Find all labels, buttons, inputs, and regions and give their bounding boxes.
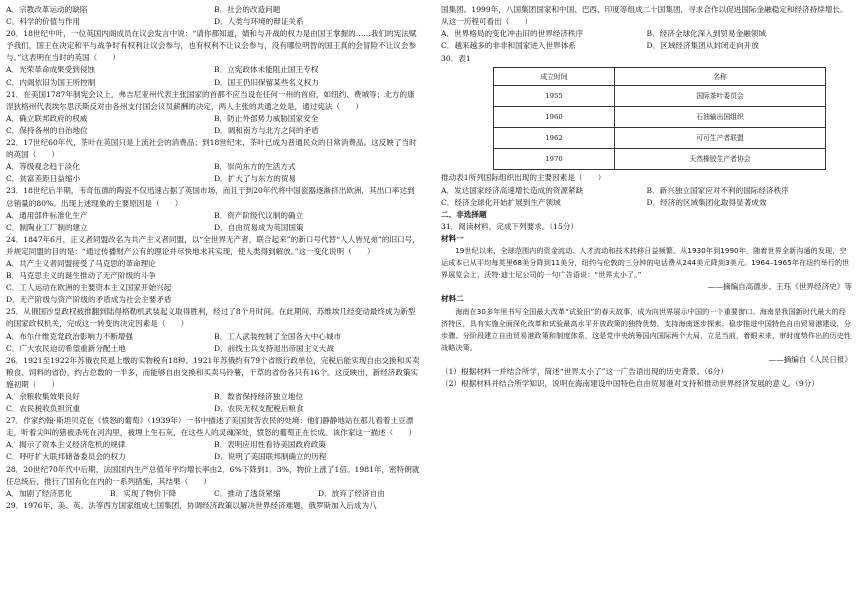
q20-option-c: C．内阁依旧为国王所控制 bbox=[6, 77, 96, 87]
q23-stem: 23．18世纪后半期，韦奇伍德的陶瓷不仅迅速占据了英国市场，而且于到20年代将中国瓷器逐渐挤出欧洲，其出口率达到总销量的80%。出现上述现象的主要原因是（ ） bbox=[6, 186, 415, 208]
q28-options bbox=[6, 488, 422, 500]
q27-option-d: D．说明了美国联邦制确立的历程 bbox=[214, 452, 327, 462]
table-cell-name: 石油输出国组织 bbox=[615, 107, 826, 128]
q28-stem: 28．20世纪70年代中后期，法国国内生产总值年平均增长率由2．6%下降到1．3%，物价上涨了1倍。1981年，密特朗就任总统后，推行了国有化在内的一系列措施，其结果（ ） bbox=[6, 464, 420, 486]
q29-stem: 29．1976年，美、英、法等西方国家组成七国集团，协调经济政策以解决世界经济难题，俄罗斯加入后成为八 bbox=[6, 500, 377, 510]
q24-options bbox=[6, 258, 422, 306]
right-column bbox=[441, 4, 852, 390]
q26-stem: 26．1921至1922年苏俄农民退上缴的实物税有18种。1921年苏俄约有79个省级行政单位，完税后能实现自由交换和买卖粮食、饲料的省份，约占总数的一半多，而能够自由交换和买卖马铃薯，干草的省份各只有16个。这反映出，新经济政策实施初期（ ） bbox=[6, 355, 420, 389]
q23-option-d: D．自由贸易成为英国国策 bbox=[214, 222, 304, 232]
q30-options bbox=[441, 185, 852, 209]
q25-stem: 25．从俄国沙皇政权被推翻到陆得格勒机武装起义取得胜利，经过了8个月时间。在此期间，苏维埃几经变动最终成为新型的国家政权机关，完成这一转变的决定因素是（ ） bbox=[6, 307, 416, 329]
q29-option-c: C．越来越多的非非和国家进入世界体系 bbox=[441, 41, 576, 51]
q27-option-b: B．表明应用性看待美国政府政策 bbox=[214, 440, 326, 450]
q29-option-a: A．世界格局的变化冲击旧的世界经济秩序 bbox=[441, 29, 584, 39]
q22-option-b: B．崇尚东方的生活方式 bbox=[214, 162, 296, 172]
table-header-name: 名称 bbox=[615, 68, 826, 86]
q24-option-d: D．无产阶级与资产阶级的矛盾成为社会主要矛盾 bbox=[6, 295, 172, 305]
material2-title: 材料二 bbox=[441, 294, 464, 304]
q22-option-d: D．扩大了与东方的贸易 bbox=[214, 174, 297, 184]
q29-stem-continued: 国集团。1999年，八国集团国家和中国、巴西、印度等组成二十国集团，寻求合作以促进国际金融稳定和经济持续增长。从这一历程可看出（ ） bbox=[441, 5, 848, 27]
table-cell-year: 1960 bbox=[494, 107, 615, 128]
q23-option-c: C．制陶业工厂制的建立 bbox=[6, 222, 88, 232]
table-row bbox=[494, 86, 826, 107]
table-row bbox=[494, 107, 826, 128]
q22-stem: 22．17世纪60年代，茶叶在英国只是上流社会的消费品；到18世纪末，茶叶已成为普通民众的日常消费品。这反映了当时的英国（ ） bbox=[6, 138, 417, 160]
q22-options bbox=[6, 161, 422, 185]
q30-option-d: D．经济的区域集团化取得显著成效 bbox=[646, 197, 767, 207]
q24-option-b: B．马克思主义的诞生推动了无产阶级的斗争 bbox=[6, 271, 156, 281]
requirement-2: （2）根据材料并结合所学知识，说明在海南建设中国特色自由贸易港对支持和推动世界经济发展的意义。（9分） bbox=[441, 379, 819, 389]
q26-option-b: B．数省保持经济独立地位 bbox=[214, 392, 304, 401]
q20-options bbox=[6, 64, 422, 88]
q26-option-a: A．余粮收集效果良好 bbox=[6, 392, 80, 401]
table-cell-name: 国际茶叶委员会 bbox=[615, 86, 826, 107]
q25-option-c: C．广大农民迫切希望重新分配土地 bbox=[6, 343, 126, 353]
material1-title: 材料一 bbox=[441, 233, 464, 243]
q30-option-b: B．新兴独立国家应对不利的国际经济秩序 bbox=[646, 185, 789, 195]
q30-table-caption: 30．表1 bbox=[441, 54, 471, 64]
material2-source: ——摘编自《人民日报》 bbox=[768, 354, 852, 364]
table-cell-year: 1955 bbox=[494, 86, 615, 107]
q27-options bbox=[6, 439, 422, 463]
q21-stem: 21．在美国1787年制宪会议上，弗吉尼亚州代表主张国家的首都不应当设在任何一州的首府，如纽约、费城等；北方的康涅狄格州代表埃尔思沃斯反对由各州支付国会议员薪酬的决定，两人主张的共通之处是，通过宪法（ ） bbox=[6, 89, 415, 111]
q23-option-b: B．资产阶级代议制的确立 bbox=[214, 210, 304, 220]
q21-option-a: A．确立联邦政府的权威 bbox=[6, 113, 88, 123]
q28-option-c: C．推动了透货紧缩 bbox=[214, 488, 281, 498]
q30-stem: 推动表1所列国际组织出现的主要因素是（ ） bbox=[441, 173, 606, 183]
table-cell-name: 天然橡胶生产者协会 bbox=[615, 149, 826, 170]
material1-source: ——摘编自高德步、王珏《世界经济史》等 bbox=[707, 282, 852, 292]
q19-option-d: D．人类与环境的辩证关系 bbox=[214, 17, 304, 27]
q19-option-a: A．宗教改革运动的缺陷 bbox=[6, 5, 88, 14]
q26-option-d: D．农民无权支配税后粮食 bbox=[214, 404, 304, 414]
q25-option-a: A．布尔什维克党政治影响力不断增强 bbox=[6, 331, 133, 341]
material1-text: 19世纪以来，全球范围内的资金流动、人才流动和技术转移日益频繁。从1930年到1990年，随着世界全新沟通的发现，空运成本已从平均每英里68美分降到11美分，纽约与伦敦的三分钟的电话费从244美元降到3美元。1964–1965年在纽约举行的世界展览会上，沃特·迪士尼公司的一句广告语说：“世界太小了。” bbox=[441, 246, 850, 280]
q28-option-d: D．放弃了经济自由 bbox=[318, 488, 385, 498]
q20-option-b: B．立宪政体未能阻止国王专权 bbox=[214, 65, 319, 75]
q23-options bbox=[6, 210, 422, 234]
q28-option-b: B．实现了物价下降 bbox=[110, 488, 177, 498]
q31-stem: 31．阅读材料，完成下列要求。（15分） bbox=[441, 221, 579, 231]
q22-option-c: C．贫富差距日益缩小 bbox=[6, 174, 81, 184]
q25-option-b: B．工人武装控制了全国各大中心城市 bbox=[214, 331, 342, 341]
q27-option-c: C．呼吁扩大联邦储备委员会的权力 bbox=[6, 452, 126, 462]
q26-options bbox=[6, 391, 422, 415]
table-cell-year: 1962 bbox=[494, 128, 615, 149]
section-title: 二、非选择题 bbox=[441, 209, 487, 219]
q27-stem: 27．作家约翰·斯坦贝克在《愤怒的葡萄》（1939年）一书中描述了美国贫苦农民的处境：他们静静地站在那儿看着土豆漂走，听着尖叫的猪被杀死在河沟里，被埋上生石灰，在这些人的灵魂深处，愤怒的葡萄正在长成。该作家这一描述（ ） bbox=[6, 416, 417, 438]
q29-option-d: D．区域经济集团从封闭走向开放 bbox=[646, 41, 759, 51]
q20-option-a: A．光荣革命成果受到侵蚀 bbox=[6, 65, 96, 75]
table-cell-year: 1970 bbox=[494, 149, 615, 170]
q19-option-b: B．社会的改造问题 bbox=[214, 5, 281, 14]
q21-option-c: C．保持各州的自治地位 bbox=[6, 125, 88, 135]
q21-option-b: B．防止外部势力威胁国家安全 bbox=[214, 113, 319, 123]
q22-option-a: A．等级观念趋于淡化 bbox=[6, 162, 80, 172]
q21-option-d: D．调和南方与北方之间的矛盾 bbox=[214, 125, 319, 135]
q26-option-c: C．农民税收负担沉重 bbox=[6, 404, 81, 414]
q20-option-d: D．国王仍旧保留某些名义权力 bbox=[214, 77, 319, 87]
q24-option-c: C．工人运动在欧洲的主要资本主义国家开始兴起 bbox=[6, 283, 172, 293]
q29-option-b: B．经济全球化深入到贸易金融领域 bbox=[646, 29, 766, 39]
q25-options bbox=[6, 331, 422, 355]
q25-option-d: D．前线士兵支持退出帝国主义大战 bbox=[214, 343, 334, 353]
q30-option-c: C．经济全球化开始扩展到生产领域 bbox=[441, 197, 561, 207]
q30-table bbox=[493, 67, 826, 170]
q27-option-a: A．揭示了资本主义经济危机的规律 bbox=[6, 440, 126, 450]
left-column bbox=[6, 4, 422, 512]
table-header-year: 成立时间 bbox=[494, 68, 615, 86]
table-row bbox=[494, 149, 826, 170]
q29-options bbox=[441, 28, 852, 52]
table-header-row bbox=[494, 68, 826, 86]
q19-option-c: C．科学的价值与作用 bbox=[6, 17, 81, 27]
requirement-1: （1）根据材料一并结合所学，简述“世界太小了”这一广告语出现的历史背景。（6分） bbox=[441, 366, 728, 376]
q30-option-a: A．发达国家经济高速增长造成的资源紧缺 bbox=[441, 185, 584, 195]
q20-stem: 20．18世纪中叶，一位英国内阁成员在议会发言中说：“请你都知道，婧和与开战的权力是由国王掌握的……我们的宪法赋予我们，国王在决定和平与战争时有权利让议会参与，也有权利不让议会参与，没有哪位明智的国王真的会冒险不让议会参与。”这表明在当时的英国（ ） bbox=[6, 29, 417, 63]
q19-options bbox=[6, 4, 422, 28]
q21-options bbox=[6, 113, 422, 137]
material2-text: 海南在30多年里书写全国最大改革“试验田”的春天故事，成为向世界展示中国的一个重要窗口。海南是我国新时代最大的经济特区，具有实施全面深化改革和试验最高水平开放政策的独特优势，支持海南逐步探索、稳步推进中国特色自由贸易港建设，分步骤、分阶段建立自由贸易港政策和制度体系，这是党中央统筹国内国际两个大局，立足当前，着眼未来，审时度势作出的历史性战略决策。 bbox=[441, 306, 852, 352]
q23-option-a: A．通用部件标准化生产 bbox=[6, 210, 88, 220]
table-row bbox=[494, 128, 826, 149]
q28-option-a: A．加剧了经济恶化 bbox=[6, 488, 73, 498]
table-cell-name: 可可生产者联盟 bbox=[615, 128, 826, 149]
q24-option-a: A．共产主义者同盟接受了马克思的革命理论 bbox=[6, 258, 156, 268]
q24-stem: 24．1847年6月，正义者同盟改名为共产主义者同盟，以“全世界无产者，联合起来”的新口号代替“人人皆兄弟”的旧口号，并规定同盟的目的是：“通过传播财产公有的理论并尽快地求其实现，使人类得到解放。”这一变化说明（ ） bbox=[6, 234, 420, 256]
